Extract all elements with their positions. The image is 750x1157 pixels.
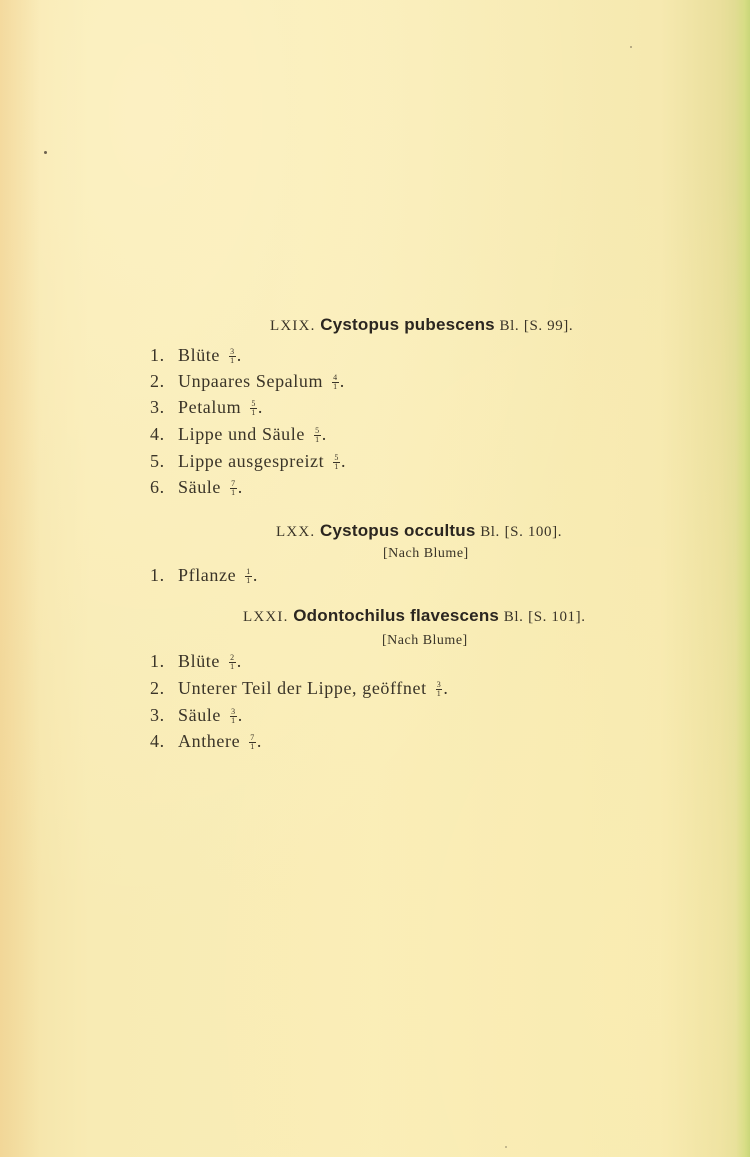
section-heading-lxxi (243, 606, 586, 626)
paper-speck (630, 46, 632, 48)
list-item: 3. Säule $\frac{3}{1}$ . (150, 705, 243, 726)
species-name: Cystopus pubescens (320, 315, 495, 334)
species-author: Bl. (480, 524, 500, 540)
section-heading-lxx (276, 521, 562, 541)
list-item: 1. Blüte $\frac{2}{1}$ . (150, 651, 242, 672)
list-item: 2. Unpaares Sepalum $\frac{4}{1}$ . (150, 371, 345, 392)
magnification-fraction: $\frac{5}{1}$ (251, 399, 256, 418)
magnification-fraction: $\frac{7}{1}$ (250, 733, 255, 752)
plate-number: LXX. (276, 524, 316, 540)
magnification-fraction: $\frac{5}{1}$ (334, 453, 339, 472)
page-reference: [S. 100]. (504, 524, 563, 540)
list-item: 4. Lippe und Säule $\frac{5}{1}$ . (150, 424, 327, 445)
species-author: Bl. (503, 609, 524, 625)
magnification-fraction: $\frac{2}{1}$ (230, 653, 235, 672)
page-reference: [S. 101]. (528, 609, 586, 625)
magnification-fraction: $\frac{5}{1}$ (315, 426, 320, 445)
magnification-fraction: $\frac{7}{1}$ (231, 479, 236, 498)
list-item: 5. Lippe ausgespreizt $\frac{5}{1}$ . (150, 451, 347, 472)
section-heading-lxix (270, 315, 573, 335)
paper-left-shading (0, 0, 40, 1157)
species-name: Cystopus occultus (320, 521, 476, 540)
magnification-fraction: $\frac{4}{1}$ (333, 373, 338, 392)
magnification-fraction: $\frac{3}{1}$ (436, 680, 442, 699)
magnification-fraction: $\frac{3}{1}$ (231, 707, 236, 726)
page-reference: [S. 99]. (523, 318, 574, 334)
source-note: [Nach Blume] (382, 633, 468, 648)
plate-number: LXIX. (270, 318, 316, 334)
species-name: Odontochilus flavescens (293, 606, 500, 625)
list-item: 6. Säule $\frac{7}{1}$ . (150, 477, 243, 498)
magnification-fraction: $\frac{3}{1}$ (230, 347, 235, 366)
paper-right-edge (736, 0, 750, 1157)
list-item: 1. Pflanze $\frac{1}{1}$ . (150, 565, 259, 586)
list-item: 1. Blüte $\frac{3}{1}$ . (150, 345, 242, 366)
list-item: 2. Unterer Teil der Lippe, geöffnet $\frac{3}{1}$ . (150, 678, 449, 699)
paper-speck (505, 1146, 507, 1148)
plate-number: LXXI. (243, 609, 289, 625)
source-note: [Nach Blume] (383, 546, 469, 561)
magnification-fraction: $\frac{1}{1}$ (246, 567, 251, 586)
list-item: 4. Anthere $\frac{7}{1}$ . (150, 731, 263, 752)
species-author: Bl. (499, 318, 520, 334)
paper-speck (44, 151, 47, 154)
list-item: 3. Petalum $\frac{5}{1}$ . (150, 397, 264, 418)
